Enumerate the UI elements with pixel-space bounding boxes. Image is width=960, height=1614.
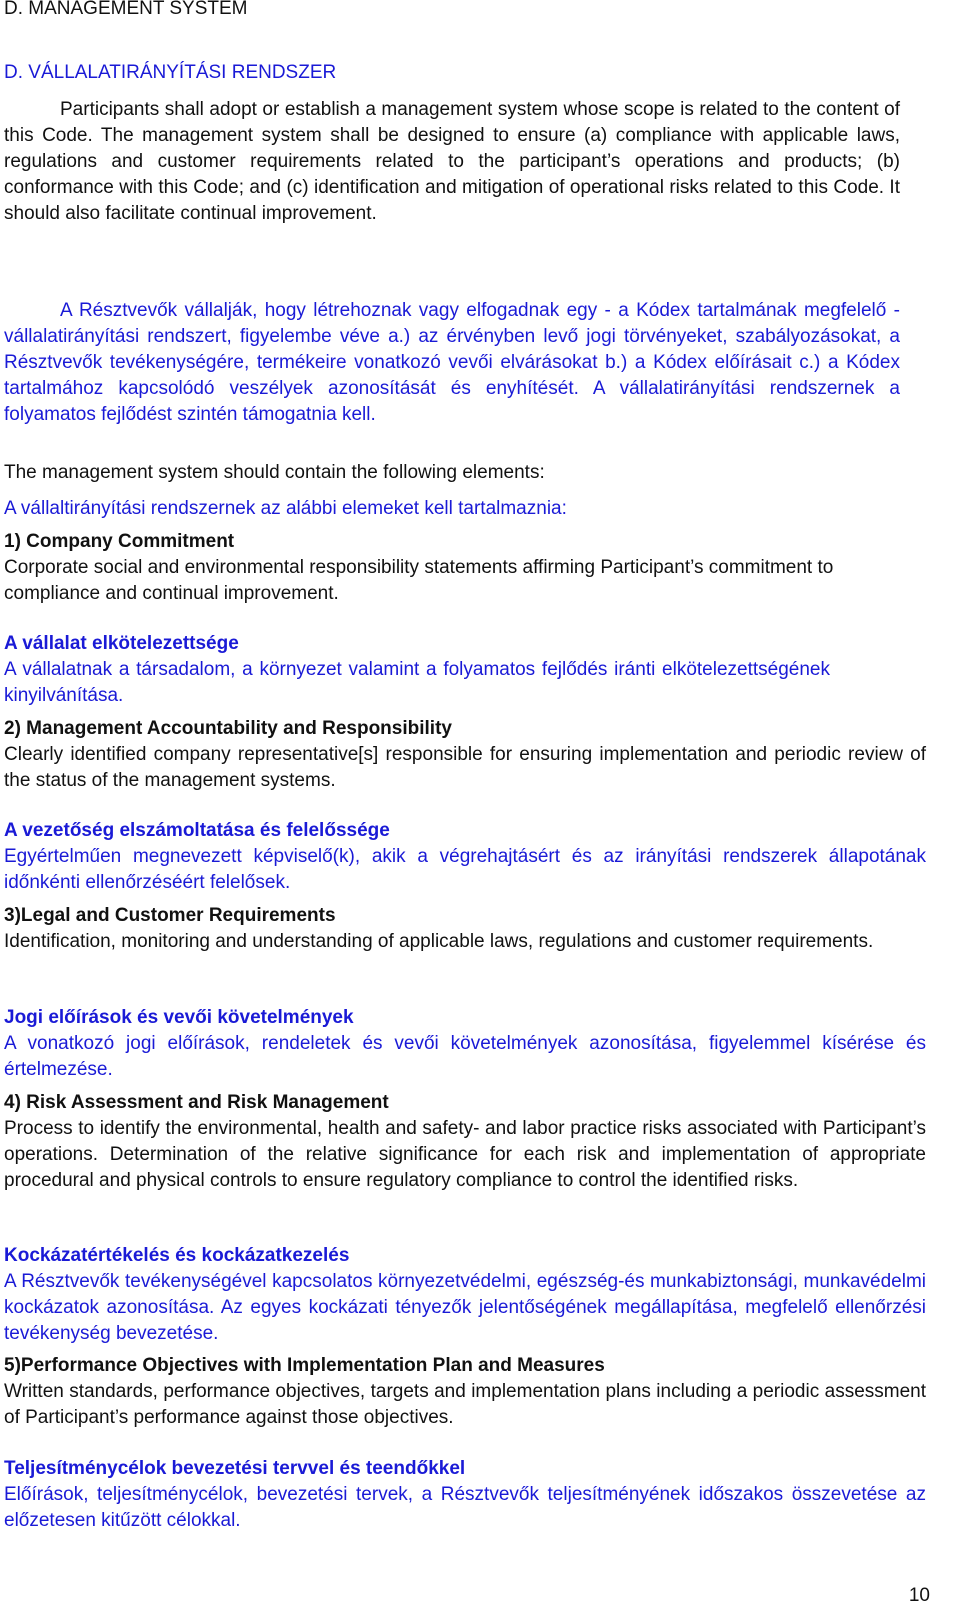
section-5-body-hu: Előírások, teljesítménycélok, bevezetési tervek, a Résztvevők teljesítményének időszakos összevetése az előzetesen kitűzött célokkal. xyxy=(4,1484,926,1531)
section-2-body-hu: Egyértelműen megnevezett képviselő(k), akik a végrehajtásért és az irányítási rendszerek állapotának időnkénti ellenőrzéséért felelősek. xyxy=(4,846,926,893)
section-2-body-en: Clearly identified company representative[s] responsible for ensuring implementation and periodic review of the status of the management systems. xyxy=(4,744,926,791)
section-1-title-en: 1) Company Commitment xyxy=(4,531,235,552)
section-4-title-en: 4) Risk Assessment and Risk Management xyxy=(4,1092,389,1113)
page-number: 10 xyxy=(908,1585,930,1606)
section-1-body-hu: A vállalatnak a társadalom, a környezet valamint a folyamatos fejlődés iránti elkötelezettségének kinyilvánítása. xyxy=(4,659,830,706)
section-1-body-en: Corporate social and environmental responsibility statements affirming Participant’s commitment to compliance and continual improvement. xyxy=(4,557,834,604)
section-2-title-en: 2) Management Accountability and Responsibility xyxy=(4,718,452,739)
section-3-title-en: 3)Legal and Customer Requirements xyxy=(4,905,336,926)
section-5-body-en: Written standards, performance objectives, targets and implementation plans including a periodic assessment of Participant’s performance against those objectives. xyxy=(4,1381,926,1428)
heading-en: D. MANAGEMENT SYSTEM xyxy=(4,0,248,19)
elements-en-text: The management system should contain the following elements: xyxy=(4,462,545,483)
intro-hu-paragraph: A Résztvevők vállalják, hogy létrehoznak vagy elfogadnak egy - a Kódex tartalmának megfelelő - vállalatirányítási rendszert, figyelembe véve a.) az érvényben levő jogi törvényeket, szabályozásokat, a Résztvevők tevékenységére, termékeire vonatkozó vevői elvárásokat b.) a Kódex előírásait c.) a Kódex tartalmához kapcsolódó veszélyek azonosítását és enyhítését. A vállalatirányítási rendszernek a folyamatos fejlődést szintén támogatnia kell. xyxy=(4,300,900,425)
section-5-title-en: 5)Performance Objectives with Implementation Plan and Measures xyxy=(4,1355,605,1376)
section-4-title-hu: Kockázatértékelés és kockázatkezelés xyxy=(4,1245,350,1266)
section-3-title-hu: Jogi előírások és vevői követelmények xyxy=(4,1007,354,1028)
intro-en-paragraph: Participants shall adopt or establish a management system whose scope is related to the content of this Code. The management system shall be designed to ensure (a) compliance with applicable laws, regulations and customer requirements related to the participant’s operations and products; (b) conformance with this Code; and (c) identification and mitigation of operational risks related to this Code. It should also facilitate continual improvement. xyxy=(4,99,900,224)
section-1-title-hu: A vállalat elkötelezettsége xyxy=(4,633,239,654)
section-4-body-hu: A Résztvevők tevékenységével kapcsolatos környezetvédelmi, egészség-és munkabiztonsági, munkavédelmi kockázatok azonosítása. Az egyes kockázati tényezők jelentőségének megállapítása, megfelelő ellenőrzési tevékenység bevezetése. xyxy=(4,1271,926,1344)
elements-hu-text: A vállaltirányítási rendszernek az alábbi elemeket kell tartalmaznia: xyxy=(4,498,567,519)
section-3-body-en: Identification, monitoring and understanding of applicable laws, regulations and customer requirements. xyxy=(4,931,874,952)
section-2-title-hu: A vezetőség elszámoltatása és felelőssége xyxy=(4,820,390,841)
heading-hu: D. VÁLLALATIRÁNYÍTÁSI RENDSZER xyxy=(4,62,337,83)
section-4-body-en: Process to identify the environmental, health and safety- and labor practice risks associated with Participant’s operations. Determination of the relative significance for each risk and implementation of appropriate procedural and physical controls to ensure regulatory compliance to control the identified risks. xyxy=(4,1118,926,1191)
section-3-body-hu: A vonatkozó jogi előírások, rendeletek és vevői követelmények azonosítása, figyelemmel kísérése és értelmezése. xyxy=(4,1033,926,1080)
section-5-title-hu: Teljesítménycélok bevezetési tervvel és teendőkkel xyxy=(4,1458,466,1479)
